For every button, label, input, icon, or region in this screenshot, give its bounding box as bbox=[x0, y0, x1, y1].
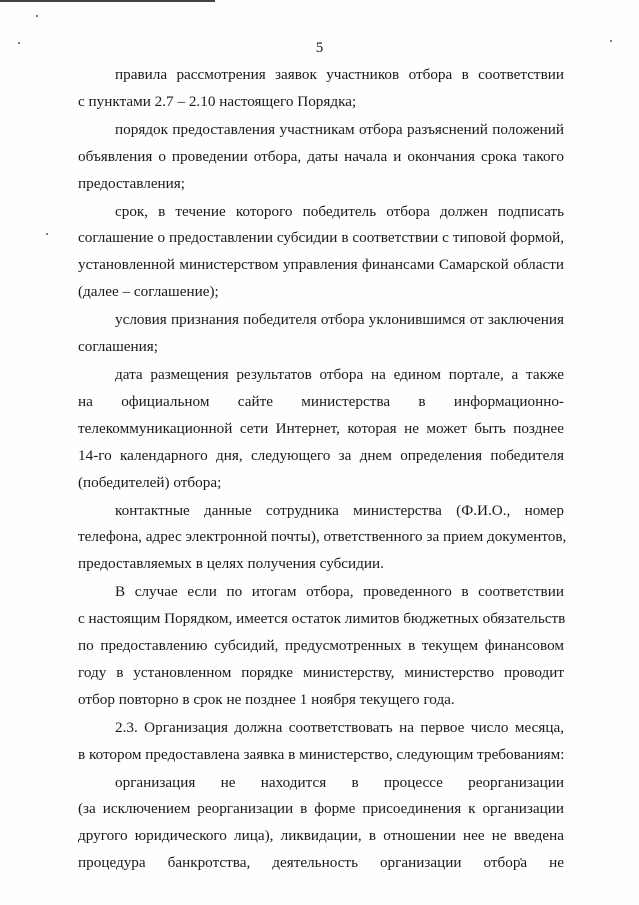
text-line: процедура банкротства, деятельность организации отбора не bbox=[78, 854, 564, 872]
text-line: соглашение о предоставлении субсидии в соответствии с типовой формой, bbox=[78, 229, 564, 247]
paragraph-8 bbox=[78, 715, 564, 769]
text-line: срок, в течение которого победитель отбора должен подписать bbox=[115, 202, 564, 220]
text-line: 2.3. Организация должна соответствовать на первое число месяца, bbox=[115, 718, 564, 736]
text-line: с настоящим Порядком, имеется остаток лимитов бюджетных обязательств bbox=[78, 610, 566, 628]
text-line: предоставляемых в целях получения субсидии. bbox=[78, 555, 384, 573]
paragraph-7 bbox=[78, 579, 564, 714]
text-line: по предоставлению субсидий, предусмотренных в текущем финансовом bbox=[78, 637, 564, 655]
scan-speck bbox=[36, 15, 38, 17]
text-line: предоставления; bbox=[78, 174, 186, 192]
text-line: телефона, адрес электронной почты), ответственного за прием документов, bbox=[78, 528, 567, 546]
text-line: В случае если по итогам отбора, проведенного в соответствии bbox=[115, 583, 564, 601]
text-line: (за исключением реорганизации в форме присоединения к организации bbox=[78, 800, 564, 818]
paragraph-3 bbox=[78, 199, 564, 307]
text-line: установленной министерством управления финансами Самарской области bbox=[78, 256, 564, 274]
text-line: контактные данные сотрудника министерства (Ф.И.О., номер bbox=[115, 501, 564, 519]
text-line: на официальном сайте министерства в информационно- bbox=[78, 392, 564, 410]
page-number: 5 bbox=[315, 40, 324, 56]
text-line: с пунктами 2.7 – 2.10 настоящего Порядка; bbox=[78, 92, 357, 110]
text-line: (далее – соглашение); bbox=[78, 283, 219, 301]
text-line: отбор повторно в срок не позднее 1 ноября текущего года. bbox=[78, 690, 455, 708]
document-body bbox=[78, 62, 567, 877]
scan-top-edge-line bbox=[0, 0, 215, 2]
text-line: другого юридического лица), ликвидации, в отношении нее не введена bbox=[78, 827, 564, 845]
scan-speck bbox=[46, 233, 48, 235]
text-line: порядок предоставления участникам отбора разъяснений положений bbox=[115, 120, 564, 138]
text-line: (победителей) отбора; bbox=[78, 473, 222, 491]
text-line: 14-го календарного дня, следующего за днем определения победителя bbox=[78, 446, 564, 464]
text-line: объявления о проведении отбора, даты начала и окончания срока такого bbox=[78, 147, 564, 165]
text-line: дата размещения результатов отбора на едином портале, а также bbox=[115, 365, 564, 383]
text-line: соглашения; bbox=[78, 338, 159, 356]
text-line: организация не находится в процессе реорганизации bbox=[115, 773, 564, 791]
paragraph-2 bbox=[78, 117, 564, 198]
paragraph-4 bbox=[78, 307, 564, 361]
text-line: в котором предоставлена заявка в министерство, следующим требованиям: bbox=[78, 745, 565, 763]
paragraph-9 bbox=[78, 770, 564, 878]
text-line: телекоммуникационной сети Интернет, которая не может быть позднее bbox=[78, 419, 564, 437]
paragraph-5 bbox=[78, 362, 564, 497]
text-line: году в установленном порядке министерству, министерство проводит bbox=[78, 663, 564, 681]
paragraph-1 bbox=[78, 62, 564, 116]
text-line: правила рассмотрения заявок участников отбора в соответствии bbox=[115, 66, 564, 83]
text-line: условия признания победителя отбора уклонившимся от заключения bbox=[115, 311, 564, 329]
paragraph-6 bbox=[78, 498, 567, 579]
